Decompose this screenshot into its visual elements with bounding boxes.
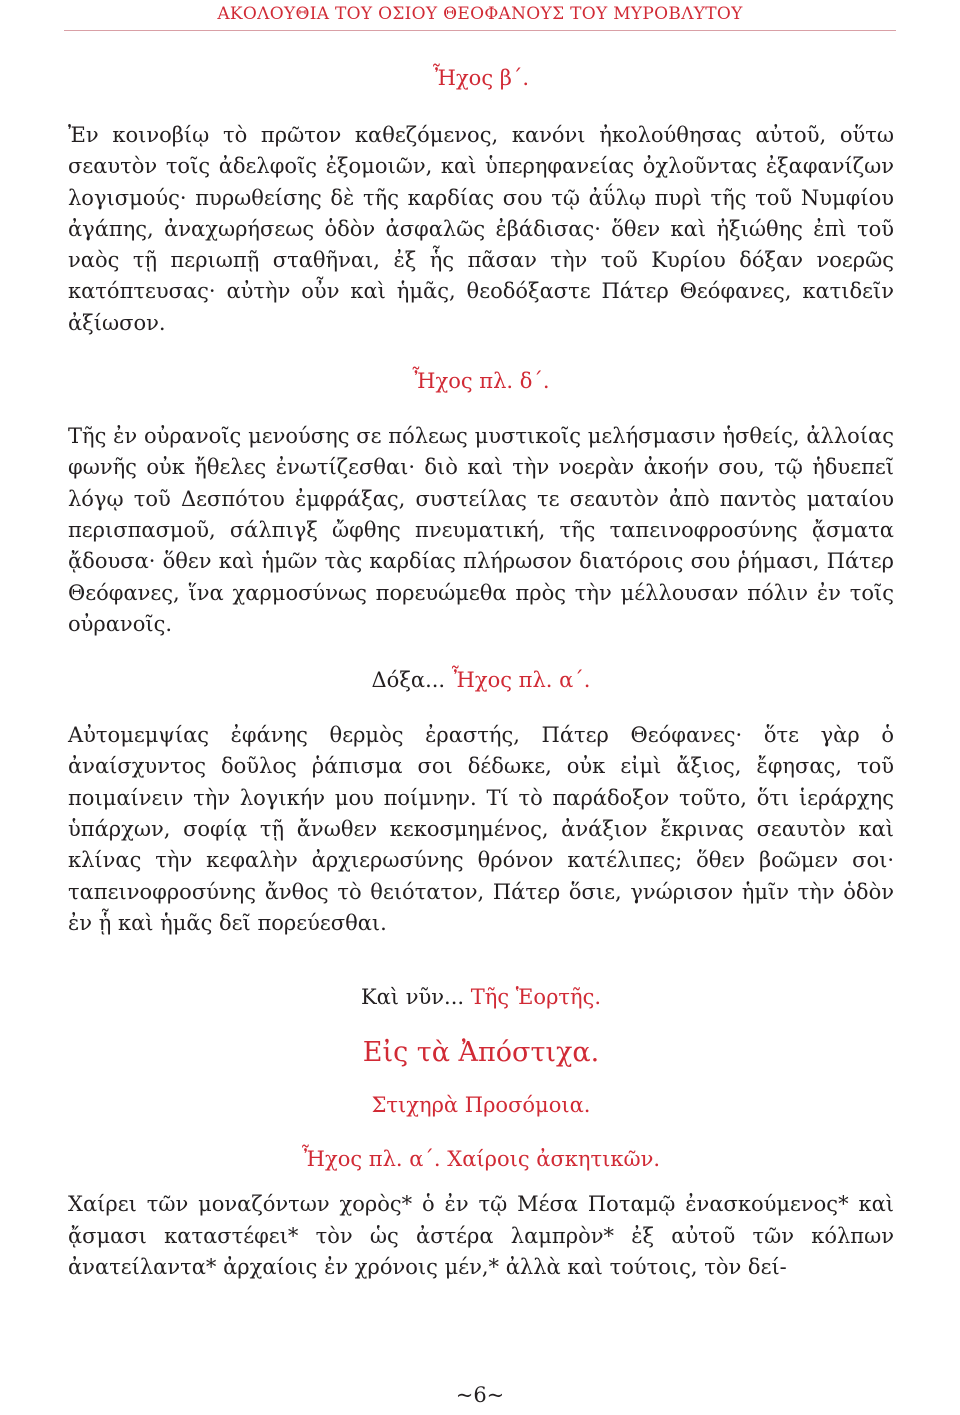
tone-heading-2: Ἦχος πλ. δ΄. <box>412 369 550 394</box>
header-rule <box>64 30 896 31</box>
kai-nyn-heading <box>68 981 894 1013</box>
kai-nyn-feast: Τῆς Ἑορτῆς. <box>470 985 602 1010</box>
hymn-paragraph-2: Τῆς ἐν οὐρανοῖς μενούσης σε πόλεως μυστικοῖς μελήσμασιν ἡσθείς, ἀλλοίας φωνῆς οὐκ ἤθελες ἐνωτίζεσθαι· διὸ καὶ τὴν νοερὰν ἀκοήν σου, τῷ ἡδυεπεῖ λόγῳ τοῦ Δεσπότου ἐμφράξας, συστείλας τε σεαυτὸν ἀπὸ παντὸς ματαίου περισπασμοῦ, σάλπιγξ ὤφθης πνευματική, τῆς ταπεινοφροσύνης ᾄσματα ᾄδουσα· ὅθεν καὶ ἡμῶν τὰς καρδίας πλήρωσον διατόροις σου ῥήμασι, Πάτερ Θεόφανες, ἵνα χαρμοσύνως πορευώμεθα πρὸς τὴν μέλλουσαν πόλιν ἐν τοῖς οὐρανοῖς. <box>68 424 894 636</box>
page-number: ~6~ <box>455 1383 505 1407</box>
stichera-heading: Στιχηρὰ Προσόμοια. <box>371 1093 591 1118</box>
doxa-label: Δόξα... <box>371 668 446 693</box>
doxa-tone: Ἦχος πλ. α΄. <box>451 668 591 693</box>
doxa-heading <box>68 664 894 696</box>
tone-heading-1: Ἦχος β΄. <box>432 66 530 90</box>
kai-nyn-label: Καὶ νῦν... <box>360 985 465 1010</box>
tone-heading-3: Ἦχος πλ. α΄. Χαίροις ἀσκητικῶν. <box>301 1147 661 1172</box>
running-header <box>0 4 960 24</box>
aposticha-title: Εἰς τὰ Ἀπόστιχα. <box>362 1037 600 1069</box>
running-header-title: ΑΚΟΛΟΥΘΙΑ ΤΟΥ ΟΣΙΟΥ ΘΕΟΦΑΝΟΥΣ ΤΟΥ ΜΥΡΟΒΛΥΤΟΥ <box>217 4 743 24</box>
hymn-paragraph-4: Χαίρει τῶν μοναζόντων χορὸς* ὁ ἐν τῷ Μέσα Ποταμῷ ἐνασκούμενος* καὶ ᾄσμασι καταστέφει* τὸν ὡς ἀστέρα λαμπρὸν* ἐξ αὐτοῦ τῶν κόλπων ἀνατείλαντα* ἀρχαίοις ἐν χρόνοις μέν,* ἀλλὰ καὶ τούτοις, τὸν δεί- <box>68 1192 894 1279</box>
hymn-paragraph-1: Ἐν κοινοβίῳ τὸ πρῶτον καθεζόμενος, κανόνι ἠκολούθησας αὐτοῦ, οὕτω σεαυτὸν τοῖς ἀδελφοῖς ἐξομοιῶν, καὶ ὑπερηφανείας ὀχλοῦντας ἐξαφανίζων λογισμούς· πυρωθείσης δὲ τῆς καρδίας σου τῷ ἀΰλῳ πυρὶ τῆς τοῦ Νυμφίου ἀγάπης, ἀναχωρήσεως ὁδὸν ἀσφαλῶς ἐβάδισας· ὅθεν καὶ ἠξιώθης ἐπὶ τοῦ ναὸς τῇ περιωπῇ σταθῆναι, ἐξ ἧς πᾶσαν τὴν τοῦ Κυρίου δόξαν νοερῶς κατόπτευσας· αὐτὴν οὖν καὶ ἡμᾶς, θεοδόξαστε Πάτερ Θεόφανες, κατιδεῖν ἀξίωσον. <box>68 123 894 335</box>
hymn-paragraph-3: Αὐτομεμψίας ἐφάνης θερμὸς ἐραστής, Πάτερ Θεόφανες· ὅτε γὰρ ὁ ἀναίσχυντος δοῦλος ῥάπισμα σοι δέδωκε, οὐκ εἰμὶ ἄξιος, ἔφησας, τοῦ ποιμαίνειν τὴν λογικήν μου ποίμνην. Τί τὸ παράδοξον τοῦτο, ὅτι ἱεράρχης ὑπάρχων, σοφίᾳ τῇ ἄνωθεν κεκοσμημένος, ἀνάξιον ἔκρινας σεαυτὸν καὶ κλίνας τὴν κεφαλὴν ἀρχιερωσύνης θρόνον κατέλιπες; ὅθεν βοῶμεν σοι· ταπεινοφροσύνης ἄνθος τὸ θειότατον, Πάτερ ὅσιε, γνώρισον ἡμῖν τὴν ὁδὸν ἐν ᾗ καὶ ἡμᾶς δεῖ πορεύεσθαι. <box>68 723 894 935</box>
page-content <box>68 62 894 1283</box>
